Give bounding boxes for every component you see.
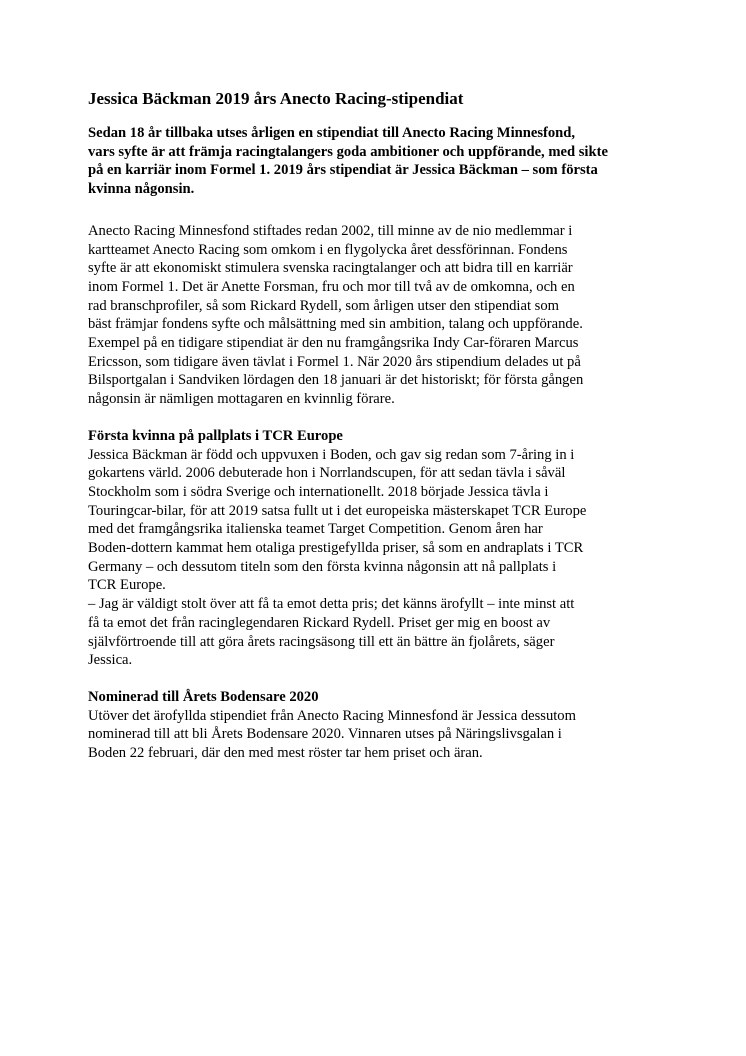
intro-line: Bilsportgalan i Sandviken lördagen den 18 januari är det historiskt; för första gången [88, 372, 584, 389]
intro-line: någonsin är nämligen mottagaren en kvinnlig förare. [88, 391, 395, 408]
body-line: gokartens värld. 2006 debuterade hon i Norrlandscupen, för att sedan tävla i såväl [88, 465, 566, 482]
section-tcr-europe [88, 427, 668, 670]
section-body [88, 707, 668, 763]
body-line: Touringcar-bilar, för att 2019 satsa fullt ut i det europeiska mästerskapet TCR Europe [88, 502, 587, 519]
intro-paragraph [88, 222, 668, 409]
body-line: Germany – och dessutom titeln som den första kvinna någonsin att nå pallplats i [88, 558, 557, 575]
intro-line: rad branschprofiler, så som Rickard Rydell, som årligen utser den stipendiat som [88, 297, 559, 314]
lead-line: kvinna någonsin. [88, 181, 195, 198]
section-body [88, 446, 668, 670]
body-line: Jessica Bäckman är född och uppvuxen i Boden, och gav sig redan som 7-åring in i [88, 446, 575, 463]
document-title: Jessica Bäckman 2019 års Anecto Racing-stipendiat [88, 89, 464, 108]
quote-line: få ta emot det från racinglegendaren Rickard Rydell. Priset ger mig en boost av [88, 614, 551, 631]
intro-line: syfte är att ekonomiskt stimulera svenska racingtalanger och att bidra till en karriär [88, 260, 573, 277]
quote-line: Jessica. [88, 652, 133, 669]
body-line: Stockholm som i södra Sverige och internationellt. 2018 började Jessica tävla i [88, 483, 549, 500]
intro-line: Exempel på en tidigare stipendiat är den nu framgångsrika Indy Car-föraren Marcus [88, 335, 579, 352]
body-line: Utöver det ärofyllda stipendiet från Anecto Racing Minnesfond är Jessica dessutom [88, 707, 576, 724]
intro-line: bäst främjar fondens syfte och målsättning med sin ambition, talang och uppförande. [88, 316, 583, 333]
section-heading: Nominerad till Årets Bodensare 2020 [88, 688, 319, 705]
lead-line: Sedan 18 år tillbaka utses årligen en stipendiat till Anecto Racing Minnesfond, [88, 125, 576, 141]
body-line: Boden 22 februari, där den med mest röster tar hem priset och äran. [88, 745, 483, 762]
intro-line: Ericsson, som tidigare även tävlat i Formel 1. När 2020 års stipendium delades ut på [88, 353, 581, 370]
lead-line: på en karriär inom Formel 1. 2019 års stipendiat är Jessica Bäckman – som första [88, 162, 598, 179]
body-line: med det framgångsrika italienska teamet Target Competition. Genom åren har [88, 521, 543, 538]
section-bodensare [88, 688, 668, 763]
intro-line: Anecto Racing Minnesfond stiftades redan 2002, till minne av de nio medlemmar i [88, 222, 573, 239]
intro-line: kartteamet Anecto Racing som omkom i en flygolycka året dessförinnan. Fondens [88, 241, 568, 258]
body-line: TCR Europe. [88, 577, 166, 594]
body-line: Boden-dottern kammat hem otaliga prestigefyllda priser, så som en andraplats i TCR [88, 540, 584, 557]
lead-line: vars syfte är att främja racingtalangers goda ambitioner och uppförande, med sikte [88, 143, 608, 160]
intro-line: inom Formel 1. Det är Anette Forsman, fru och mor till två av de omkomna, och en [88, 278, 575, 295]
quote-line: – Jag är väldigt stolt över att få ta emot detta pris; det känns ärofyllt – inte minst att [88, 596, 575, 613]
lead-paragraph [88, 124, 668, 199]
document-page [88, 88, 668, 781]
quote-line: självförtroende till att göra årets racingsäsong till ett än bättre än fjolårets, säger [88, 633, 555, 650]
body-line: nominerad till att bli Årets Bodensare 2020. Vinnaren utses på Näringslivsgalan i [88, 726, 562, 743]
section-heading: Första kvinna på pallplats i TCR Europe [88, 427, 343, 444]
